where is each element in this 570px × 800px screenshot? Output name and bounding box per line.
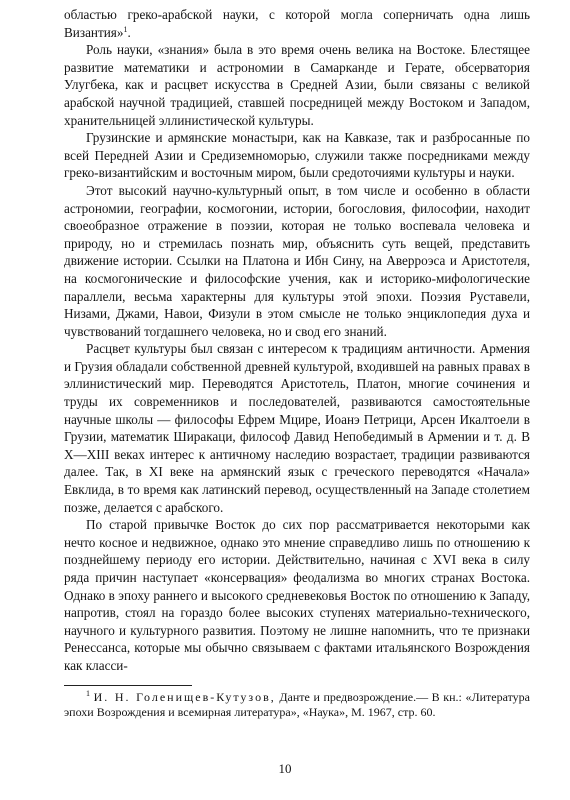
- footnote: [64, 690, 530, 721]
- footnote-reference[interactable]: 1: [123, 24, 128, 34]
- paragraph-east: По старой привычке Восток до сих пор рассматривается некоторыми как нечто косное и недвижное, однако это мнение справедливо лишь по отношению к позднейшему периоду его истории. Действительно, начиная с XVI века в силу ряда причин наступает «консервация» феодализма во многих странах Востока. Однако в эпоху раннего и высокого средневековья Восток по отношению к Западу, напротив, стоял на гораздо более высоких ступенях материально-технического, научного и культурного развития. Поэтому не лишне напомнить, что те признаки Ренессанса, которые мы обычно связываем с фактами итальянского Возрождения как класси-: [64, 517, 530, 673]
- footnote-author: И. Н. Голенищев-Кутузов,: [93, 689, 276, 704]
- footnote-text: Данте и предвозрождение.— В кн.: «Литература эпохи Возрождения и всемирная литература», «Наука», М. 1967, стр. 60.: [64, 689, 530, 719]
- paragraph-antiquity: Расцвет культуры был связан с интересом к традициям античности. Армения и Грузия обладали собственной древней культурой, входившей на равных правах в эллинистический мир. Переводятся Аристотель, Платон, многие сочинения и труды их современников и последователей, развиваются самостоятельные научные школы — философы Ефрем Мцире, Иоанэ Петрици, Арсен Икалтоели в Грузии, математик Ширакаци, философ Давид Непобедимый в Армении и т. д. В X—XIII веках интерес к античному наследию возрастает, традиции развиваются далее. Так, в XI веке на армянский язык с греческого переводятся «Начала» Евклида, в то время как латинский перевод, осуществленный на Западе столетием позже, делается с арабского.: [64, 341, 530, 515]
- paragraph-tail: .: [127, 24, 131, 40]
- paragraph-poetry: Этот высокий научно-культурный опыт, в том числе и особенно в области астрономии, географии, космогонии, истории, богословия, философии, находит своеобразное отражение в поэзии, которая не только воспевала человека и природу, но и стремилась познать мир, объяснить суть вещей, представить движение истории. Ссылки на Платона и Ибн Сину, на Аверроэса и Аристотеля, на космогонические и философские учения, как и историко-мифологические параллели, весьма характерны для культуры этой эпохи. Поэзия Руставели, Низами, Джами, Навои, Физули в этом смысле не только энциклопедия духа и чувствований тогдашнего человека, но и свод его знаний.: [64, 182, 530, 339]
- paragraph-continuation: [64, 6, 530, 41]
- paragraph-science: Роль науки, «знания» была в это время очень велика на Востоке. Блестящее развитие математики и астрономии в Самарканде и Герате, обсерватория Улугбека, как и расцвет искусства в Средней Азии, были связаны с великой арабской научной традицией, ставшей посредницей между Востоком и Западом, хранительницей эллинистической культуры.: [64, 42, 530, 128]
- page-number: 10: [278, 761, 292, 776]
- page-body: [64, 6, 530, 720]
- footnote-marker: 1: [86, 688, 90, 698]
- paragraph-text: областью греко-арабской науки, с которой могла соперничать одна лишь Византия»: [64, 7, 530, 40]
- paragraph-monasteries: Грузинские и армянские монастыри, как на Кавказе, так и разбросанные по всей Передней Азии и Средиземноморью, служили также посредниками между греко-византийским и восточным миром, были средоточиями культуры и науки.: [64, 130, 530, 181]
- footnote-divider: [64, 685, 192, 686]
